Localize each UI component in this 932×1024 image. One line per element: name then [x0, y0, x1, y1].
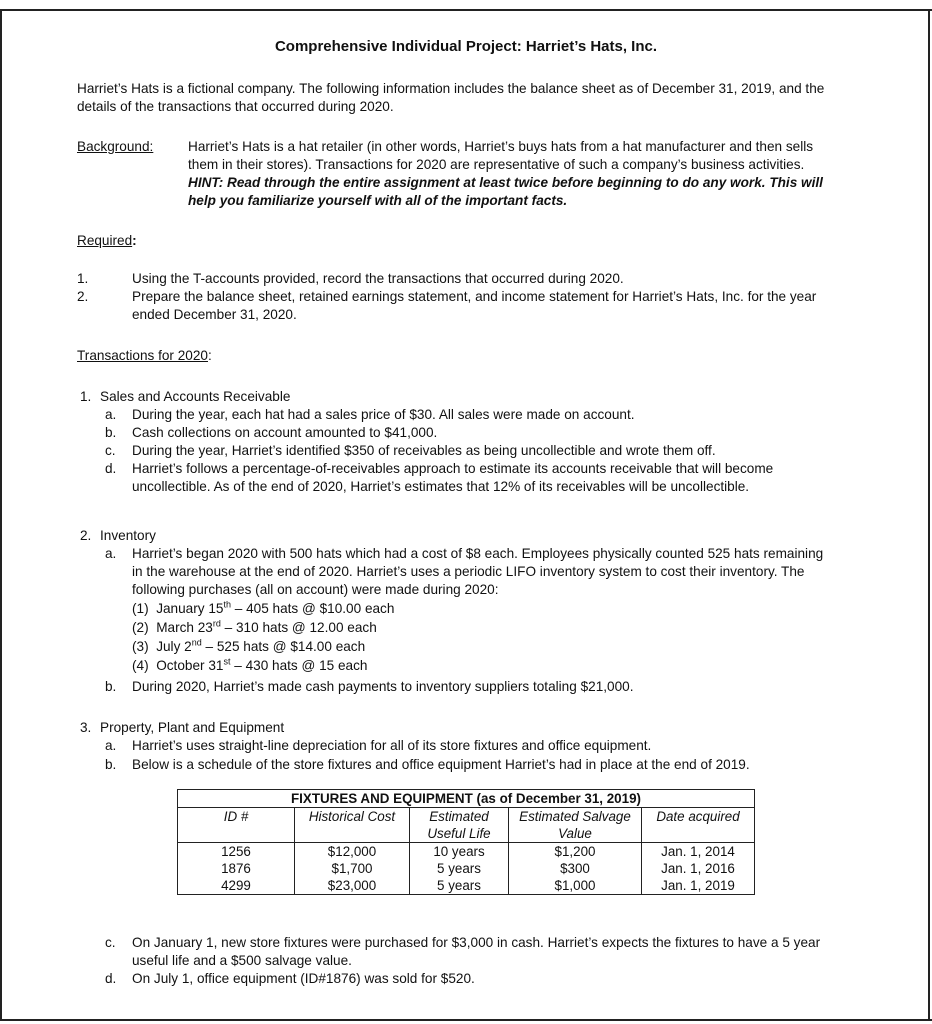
- s1-b-text: Cash collections on account amounted to $41,000.: [132, 425, 438, 440]
- s3-b-letter: b.: [105, 757, 117, 772]
- s1-d-text-cont: uncollectible. As of the end of 2020, Harriet’s estimates that 12% of its receivables will be uncollectible.: [132, 479, 750, 494]
- purchase-4: (4) October 31st – 430 hats @ 15 each: [132, 656, 368, 673]
- transactions-label: Transactions for 2020: [77, 348, 208, 363]
- table-cell-life: 5 years: [410, 877, 509, 895]
- s1-a-text: During the year, each hat had a sales price of $30. All sales were made on account.: [132, 407, 635, 422]
- s1-c-text: During the year, Harriet’s identified $350 of receivables as being uncollectible and wrote them off.: [132, 443, 716, 458]
- section-3-heading: Property, Plant and Equipment: [100, 720, 285, 735]
- section-3-num: 3.: [80, 720, 92, 735]
- section-1-num: 1.: [80, 389, 92, 404]
- table-cell-salvage: $1,200: [509, 843, 642, 861]
- required-item-2-num: 2.: [77, 289, 89, 304]
- table-cell-life: 10 years: [410, 843, 509, 861]
- s1-a-letter: a.: [105, 407, 117, 422]
- table-cell-date: Jan. 1, 2014: [642, 843, 755, 861]
- s1-c-letter: c.: [105, 443, 116, 458]
- background-label: Background:: [77, 139, 154, 154]
- table-cell-id: 1876: [178, 860, 295, 877]
- table-cell-cost: $1,700: [295, 860, 410, 877]
- s2-b-letter: b.: [105, 679, 117, 694]
- required-item-1-text: Using the T-accounts provided, record the transactions that occurred during 2020.: [132, 271, 624, 286]
- s2-b-text: During 2020, Harriet’s made cash payments to inventory suppliers totaling $21,000.: [132, 679, 634, 694]
- table-cell-cost: $12,000: [295, 843, 410, 861]
- section-1-heading: Sales and Accounts Receivable: [100, 389, 291, 404]
- s3-c-text-cont: useful life and a $500 salvage value.: [132, 953, 352, 968]
- s3-b-text: Below is a schedule of the store fixtures and office equipment Harriet’s had in place at the end of 2019.: [132, 757, 750, 772]
- transactions-heading: [77, 347, 212, 365]
- page-border-right: [928, 9, 930, 1021]
- s2-a-line-2: in the warehouse at the end of 2020. Harriet’s uses a periodic LIFO inventory system to cost their inventory. The: [132, 564, 805, 579]
- intro-paragraph: Harriet’s Hats is a fictional company. The following information includes the balance sheet as of December 31, 2019, and the details of the transactions that occurred during 2020.: [77, 81, 825, 114]
- header-date: Date acquired: [642, 808, 755, 843]
- page-border-bottom: [0, 1019, 932, 1021]
- purchase-2: (2) March 23rd – 310 hats @ 12.00 each: [132, 618, 377, 635]
- header-salvage: Estimated Salvage Value: [509, 808, 642, 843]
- s2-a-letter: a.: [105, 546, 117, 561]
- required-item-1-num: 1.: [77, 271, 89, 286]
- background-hint-1: HINT: Read through the entire assignment at least twice before beginning to do any work. This will: [188, 175, 823, 190]
- page-border-top: [0, 9, 932, 11]
- table-cell-life: 5 years: [410, 860, 509, 877]
- header-id: ID #: [178, 808, 295, 843]
- document-title: Comprehensive Individual Project: Harriet’s Hats, Inc.: [274, 38, 658, 55]
- section-2-num: 2.: [80, 528, 92, 543]
- transactions-colon: :: [207, 348, 212, 363]
- table-cell-date: Jan. 1, 2016: [642, 860, 755, 877]
- purchase-3: (3) July 2nd – 525 hats @ $14.00 each: [132, 637, 366, 654]
- s2-a-line-3: following purchases (all on account) were made during 2020:: [132, 582, 499, 597]
- table-cell-date: Jan. 1, 2019: [642, 877, 755, 895]
- required-item-2-text: Prepare the balance sheet, retained earnings statement, and income statement for Harriet’s Hats, Inc. for the year: [132, 289, 817, 304]
- header-cost: Historical Cost: [295, 808, 410, 843]
- s2-a-line-1: Harriet’s began 2020 with 500 hats which had a cost of $8 each. Employees physically counted 525 hats remaining: [132, 546, 824, 561]
- table-cell-id: 4299: [178, 877, 295, 895]
- background-line-1: Harriet’s Hats is a hat retailer (in other words, Harriet’s buys hats from a hat manufacturer and then sells: [188, 139, 814, 154]
- s3-a-letter: a.: [105, 738, 117, 753]
- background-line-2: them in their stores). Transactions for 2020 are representative of such a company’s business activities.: [188, 157, 805, 172]
- s3-d-text: On July 1, office equipment (ID#1876) was sold for $520.: [132, 971, 475, 986]
- page-border-left: [0, 9, 2, 1021]
- table-cell-salvage: $1,000: [509, 877, 642, 895]
- fixtures-table: [177, 789, 755, 895]
- s1-d-letter: d.: [105, 461, 117, 476]
- section-2-heading: Inventory: [100, 528, 156, 543]
- table-cell-cost: $23,000: [295, 877, 410, 895]
- background-hint-2: help you familiarize yourself with all of the important facts.: [188, 193, 568, 208]
- required-heading: [77, 232, 137, 250]
- s3-d-letter: d.: [105, 971, 117, 986]
- purchase-1: (1) January 15th – 405 hats @ $10.00 each: [132, 599, 395, 616]
- s1-d-text: Harriet’s follows a percentage-of-receivables approach to estimate its accounts receivable that will become: [132, 461, 774, 476]
- s3-a-text: Harriet’s uses straight-line depreciation for all of its store fixtures and office equipment.: [132, 738, 652, 753]
- table-cell-salvage: $300: [509, 860, 642, 877]
- header-life: Estimated Useful Life: [410, 808, 509, 843]
- table-title: FIXTURES AND EQUIPMENT (as of December 31, 2019): [178, 790, 755, 808]
- required-item-2-text-cont: ended December 31, 2020.: [132, 307, 297, 322]
- table-cell-id: 1256: [178, 843, 295, 861]
- required-label: Required: [77, 233, 133, 248]
- s3-c-letter: c.: [105, 935, 116, 950]
- required-colon: :: [132, 233, 137, 248]
- s3-c-text: On January 1, new store fixtures were purchased for $3,000 in cash. Harriet’s expects the fixtures to have a 5 year: [132, 935, 821, 950]
- s1-b-letter: b.: [105, 425, 117, 440]
